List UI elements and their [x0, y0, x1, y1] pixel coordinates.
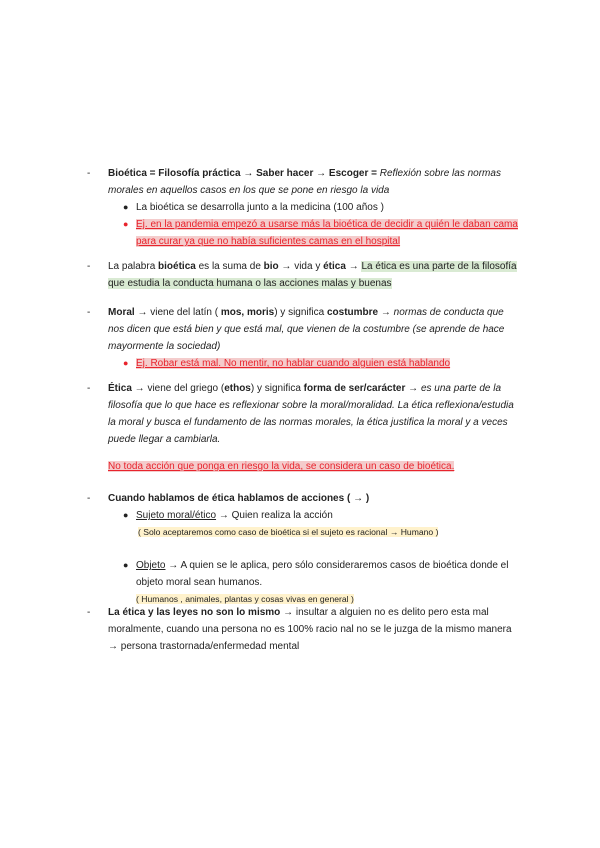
term-costumbre: costumbre — [326, 307, 379, 318]
section-etica-leyes — [87, 604, 520, 655]
bullet-icon: ● — [123, 358, 129, 368]
text-run: → — [405, 383, 421, 394]
etica-text — [108, 380, 520, 448]
text-run: es la suma de — [195, 261, 264, 272]
section-etica — [87, 380, 520, 448]
list-item — [123, 355, 520, 372]
list-item — [123, 199, 520, 216]
dash-marker: - — [87, 493, 91, 504]
text-run: → viene del latín ( — [134, 307, 221, 318]
sujeto-label: Sujeto moral/ético — [136, 510, 217, 521]
text-run: La palabra — [108, 261, 159, 272]
term-etica: ética — [323, 261, 346, 272]
section-palabra-bioetica — [87, 258, 520, 292]
bioetica-definition — [108, 165, 520, 199]
term-mos-moris: mos, moris — [220, 307, 275, 318]
text-run: → viene del griego ( — [131, 383, 225, 394]
bioetica-example: Ej. en la pandemia empezó a usarse más la bioética de decidir a quién le daban cama para curar ya que no había suficientes camas en el hospital — [136, 219, 518, 247]
etica-leyes-title: La ética y las leyes no son lo mismo → — [108, 607, 294, 618]
objeto-note-text: ( Humanos , animales, plantas y cosas vivas en general ) — [136, 594, 354, 604]
list-item — [123, 557, 520, 608]
moral-example: Ej. Robar está mal. No mentir, no hablar cuando alguien está hablando — [136, 358, 451, 369]
palabra-bioetica-text — [108, 258, 520, 292]
dash-marker: - — [87, 261, 91, 272]
term-bioetica: bioética — [158, 261, 196, 272]
bioetica-bullet-1: La bioética se desarrolla junto a la medicina (100 años ) — [136, 202, 384, 213]
bioetica-def: Reflexión sobre las normas morales en aquellos casos en los que se pone en riesgo la vida — [108, 168, 501, 196]
bioetica-note — [108, 458, 454, 475]
dash-marker: - — [87, 383, 91, 394]
list-item — [123, 507, 520, 541]
text-run: ) y significa — [250, 383, 304, 394]
dash-marker: - — [87, 607, 91, 618]
term-ethos: ethos — [224, 383, 251, 394]
dash-marker: - — [87, 168, 91, 179]
bullet-icon: ● — [123, 510, 129, 520]
term-bio: bio — [263, 261, 279, 272]
etica-def: es una parte de la filosofía que lo que hace es reflexionar sobre la moral/moralidad. La ética reflexiona/estudia la moral y busca el fundamento de las normas morales, la ética justifica la moral y a veces puede llegar a cambiarla. — [108, 383, 514, 445]
text-run: → vida y — [278, 261, 324, 272]
dash-marker: - — [87, 307, 91, 318]
section-moral — [87, 304, 520, 372]
sujeto-text: → Quien realiza la acción — [216, 510, 333, 521]
bioetica-title: Bioética = Filosofía práctica → Saber hacer → Escoger = — [108, 168, 377, 179]
moral-def: normas de conducta que nos dicen que está bien y que está mal, que vienen de la costumbre (se aprende de hace mayormente la sociedad) — [108, 307, 505, 352]
acciones-heading: Cuando hablamos de ética hablamos de acciones ( → ) — [108, 493, 370, 504]
term-moral: Moral — [108, 307, 135, 318]
bullet-icon: ● — [123, 202, 129, 212]
sujeto-note-text: ( Solo aceptaremos como caso de bioética si el sujeto es racional → Humano ) — [138, 527, 439, 537]
bullet-icon: ● — [123, 219, 129, 229]
sujeto-note — [138, 524, 520, 541]
etica-leyes-text — [108, 604, 520, 655]
objeto-label: Objeto — [136, 560, 166, 571]
note-text: No toda acción que ponga en riesgo la vida, se considera un caso de bioética. — [108, 461, 455, 472]
section-acciones — [87, 490, 520, 608]
acciones-title — [108, 490, 520, 507]
etica-highlight: La ética es una parte de la filosofía que estudia la conducta humana o las acciones malas y buenas — [108, 261, 517, 289]
etica-leyes-body: insultar a alguien no es delito pero esta mal moralmente, cuando una persona no es 100% racio nal no se le juzga de la mismo manera → persona trastornada/enfermedad mental — [108, 607, 512, 652]
term-forma-de-ser: forma de ser/carácter — [303, 383, 406, 394]
section-bioetica — [87, 165, 520, 250]
objeto-text: → A quien se le aplica, pero sólo consideraremos casos de bioética donde el objeto moral sean humanos. — [136, 560, 509, 588]
text-run: → — [378, 307, 394, 318]
moral-text — [108, 304, 520, 355]
list-item — [123, 216, 520, 250]
text-run: → — [345, 261, 362, 272]
text-run: ) y significa — [274, 307, 327, 318]
bullet-icon: ● — [123, 560, 129, 570]
term-etica: Ética — [108, 383, 132, 394]
